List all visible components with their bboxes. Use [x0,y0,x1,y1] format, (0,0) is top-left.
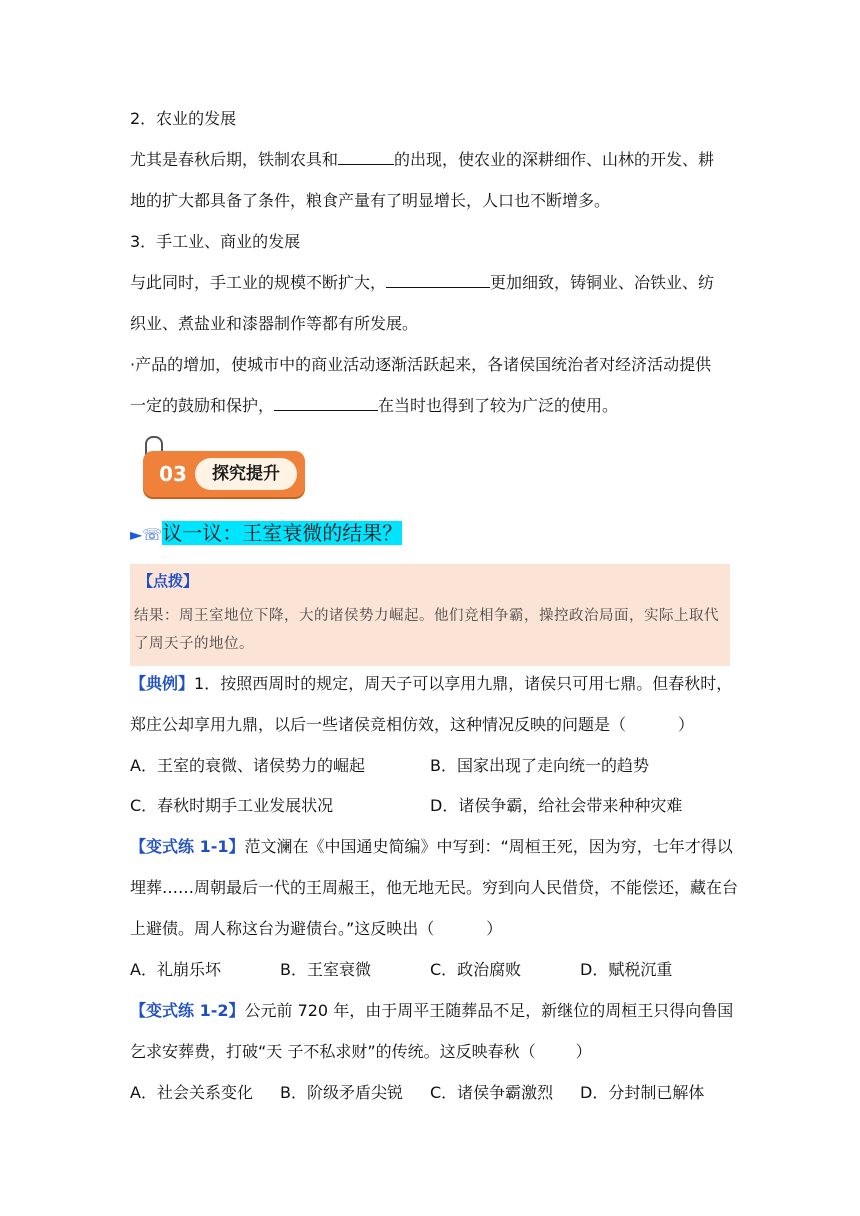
variant1-line-3 [130,918,502,940]
agri-paragraph-line-1 [130,149,714,171]
example-line-1 [130,673,732,695]
example-option-a[interactable]: A．王室的衰微、诸侯势力的崛起 [130,756,365,775]
discussion-prefix: 议一议 [162,521,223,545]
variant2-line-1 [130,1000,733,1022]
variant1-text-3: 上避债。周人称这台为避债台。”这反映出（ [130,919,435,938]
variant2-text-1: 公元前 720 年，由于周平王随葬品不足，新继位的周桓王只得向鲁国 [244,1001,734,1020]
badge-label: 探究提升 [195,458,297,490]
variant1-tag: 【变式练 1-1】 [130,837,245,856]
fill-blank-2[interactable] [386,273,490,288]
example-paren-close: ） [678,715,695,734]
discussion-colon: ： [222,521,243,545]
variant2-paren-close: ） [575,1042,592,1061]
variant2-tag: 【变式练 1-2】 [130,1001,245,1020]
variant2-line-2 [130,1041,592,1063]
craft-paragraph-line-3: ·产品的增加，使城市中的商业活动逐渐活跃起来，各诸侯国统治者对经济活动提供 [130,355,712,374]
section-badge [143,451,305,497]
craft-paragraph-line-1 [130,272,714,294]
badge-number: 03 [159,462,187,486]
example-text-1: 1．按照西周时的规定，周天子可以享用九鼎，诸侯只可用七鼎。但春秋时， [194,674,733,693]
craft-text-c: 一定的鼓励和保护， [130,396,275,415]
craft-text-b: 更加细致，铸铜业、冶铁业、纺 [490,273,715,292]
variant1-text-1: 范文澜在《中国通史简编》中写到：“周桓王死，因为穷，七年才得以 [244,837,733,856]
variant1-option-d[interactable]: D．赋税沉重 [580,960,673,979]
craft-text-d: 在当时也得到了较为广泛的使用。 [378,396,619,415]
tip-title: 【点拨】 [138,572,199,590]
example-option-c[interactable]: C．春秋时期手工业发展状况 [130,796,334,815]
craft-title: 3．手工业、商业的发展 [130,232,301,251]
variant2-text-2: 乞求安葬费，打破“天 子不私求财”的传统。这反映春秋（ [130,1042,536,1061]
craft-text-a: 与此同时，手工业的规模不断扩大， [130,273,387,292]
agri-title: 2．农业的发展 [130,109,237,128]
variant2-option-c[interactable]: C．诸侯争霸激烈 [430,1083,554,1102]
variant1-option-a[interactable]: A．礼崩乐坏 [130,960,221,979]
agri-text-a: 尤其是春秋后期，铁制农具和 [130,150,339,169]
variant2-option-b[interactable]: B．阶级矛盾尖锐 [280,1083,403,1102]
tip-box [130,564,730,666]
variant1-option-c[interactable]: C．政治腐败 [430,960,522,979]
fill-blank-1[interactable] [338,150,394,165]
variant2-option-a[interactable]: A．社会关系变化 [130,1083,253,1102]
phone-arrow-icon: ►☏ [130,525,163,544]
agri-paragraph-line-2: 地的扩大都具备了条件，粮食产量有了明显增长，人口也不断增多。 [130,191,611,210]
fill-blank-3[interactable] [274,396,378,411]
example-text-2: 郑庄公却享用九鼎，以后一些诸侯竞相仿效，这种情况反映的问题是（ [130,715,627,734]
tip-text: 结果：周王室地位下降，大的诸侯势力崛起。他们竞相争霸，操控政治局面，实际上取代了周天子的地位。 [134,608,719,652]
agri-text-b: 的出现，使农业的深耕细作、山林的开发、耕 [394,150,715,169]
craft-paragraph-line-4 [130,395,618,417]
variant1-paren-close: ） [486,919,503,938]
example-option-d[interactable]: D．诸侯争霸，给社会带来种种灾难 [430,796,683,815]
variant1-line-1 [130,836,733,858]
variant2-option-d[interactable]: D．分封制已解体 [580,1083,705,1102]
example-tag: 【典例】 [130,674,195,693]
craft-paragraph-line-2: 织业、煮盐业和漆器制作等都有所发展。 [130,314,419,333]
example-option-b[interactable]: B．国家出现了走向统一的趋势 [430,756,649,775]
discussion-heading [130,519,402,547]
variant1-line-2: 埋葬……周朝最后一代的王周赧王，他无地无民。穷到向人民借贷，不能偿还，藏在台 [130,878,739,897]
example-line-2 [130,714,694,736]
variant1-option-b[interactable]: B．王室衰微 [280,960,371,979]
discussion-question: 王室衰微的结果？ [242,521,403,545]
